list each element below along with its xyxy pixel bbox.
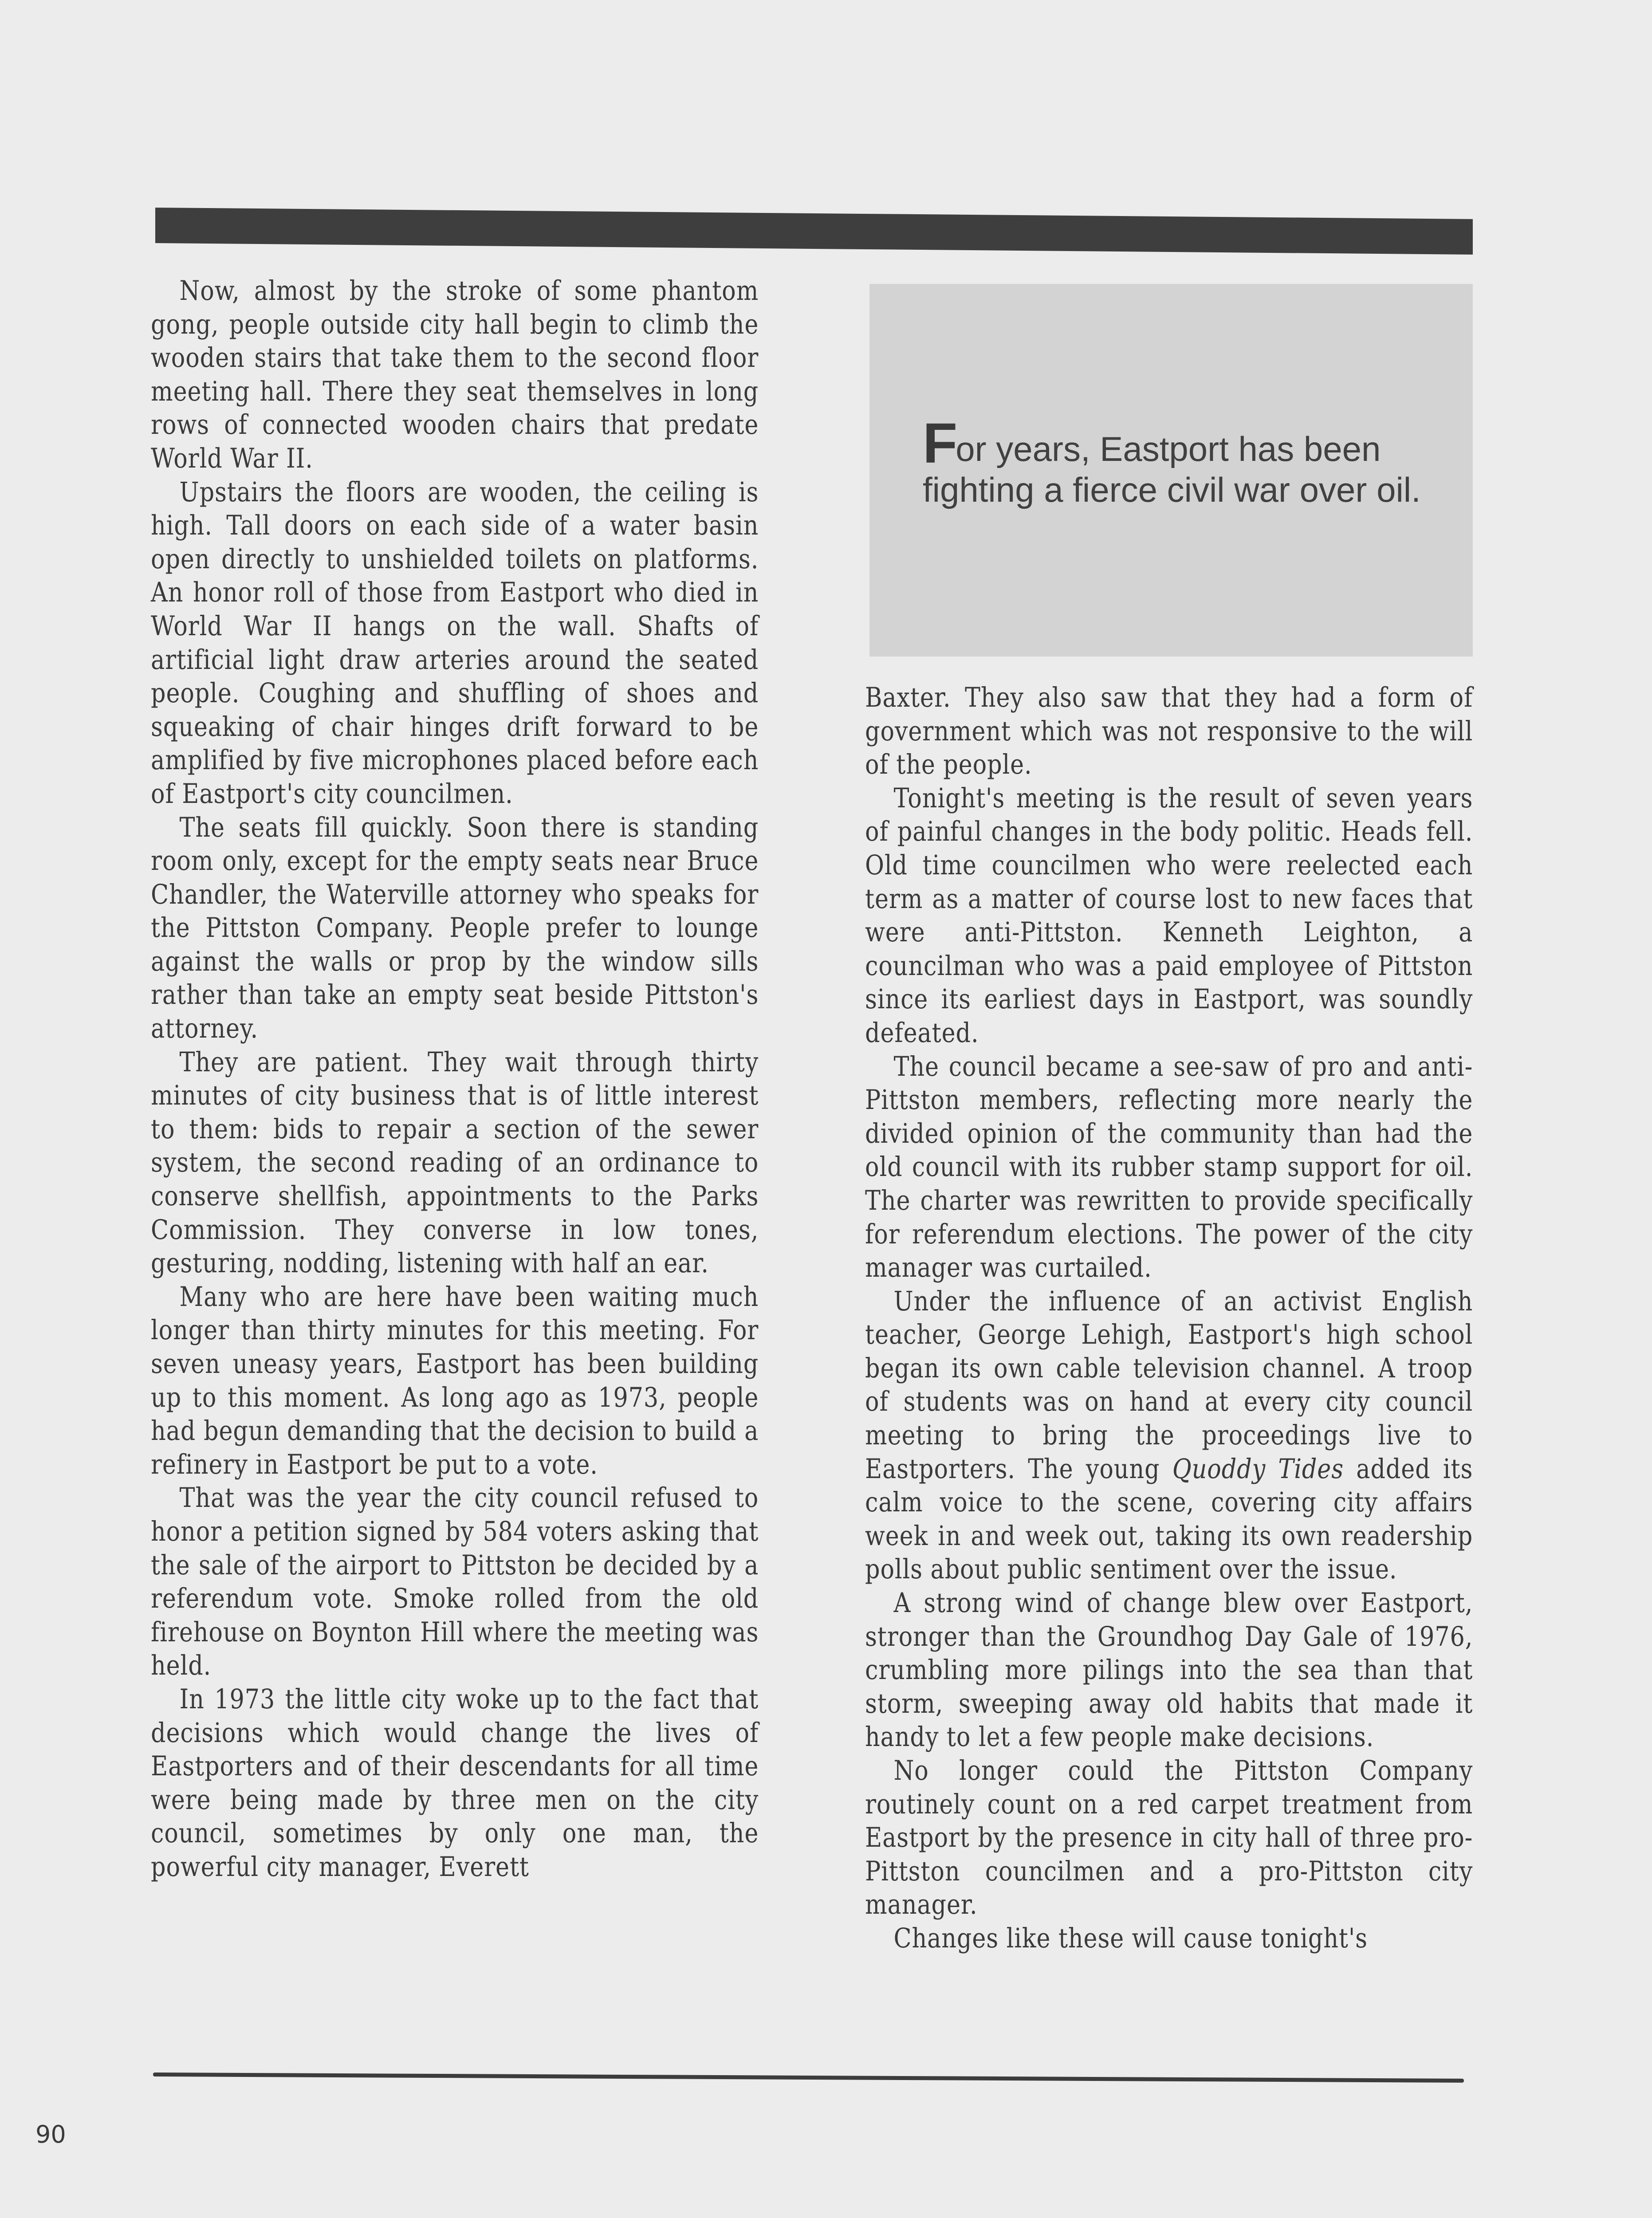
continued-paragraph: Baxter. They also saw that they had a form of government which was not responsive to the will of the people.: [865, 682, 1473, 781]
body-paragraph: The seats fill quickly. Soon there is standing room only, except for the empty seats near Bruce Chandler, the Waterville attorney who speaks for the Pittston Company. People prefer to lounge against the walls or prop by the window sills rather than take an empty seat beside Pittston's attorney.: [151, 811, 759, 1045]
body-paragraph: They are patient. They wait through thirty minutes of city business that is of little interest to them: bids to repair a section of the sewer system, the second reading of an ordinance to conserve shellfish, appointments to the Parks Commission. They converse in low tones, gesturing, nodding, listening with half an ear.: [151, 1046, 759, 1279]
pull-quote-drop-cap: F: [923, 412, 956, 475]
right-text-column: [865, 681, 1473, 1955]
body-paragraph: That was the year the city council refused to honor a petition signed by 584 voters asking that the sale of the airport to Pittston be decided by a referendum vote. Smoke rolled from the old firehouse on Boynton Hill where the meeting was held.: [151, 1482, 759, 1682]
pull-quote-box: [869, 284, 1473, 657]
page-number: 90: [35, 2120, 66, 2148]
body-paragraph: A strong wind of change blew over Eastport, stronger than the Groundhog Day Gale of 1976, crumbling more pilings into the sea than that storm, sweeping away old habits that made it handy to let a few people make decisions.: [865, 1587, 1473, 1753]
pull-quote-body: or years, Eastport has been fighting a fierce civil war over oil.: [923, 429, 1421, 509]
left-text-column: [151, 274, 759, 1884]
publication-title: Quoddy Tides: [1172, 1453, 1344, 1485]
pull-quote-text: [923, 412, 1433, 510]
body-paragraph: Tonight's meeting is the result of seven years of painful changes in the body politic. Heads fell. Old time councilmen who were reelected each term as a matter of course lost to new faces that were anti-Pittston. Kenneth Leighton, a councilman who was a paid employee of Pittston since its earliest days in Eastport, was soundly defeated.: [865, 782, 1473, 1049]
footer-rule: [153, 2072, 1464, 2083]
body-paragraph: No longer could the Pittston Company routinely count on a red carpet treatment from Eastport by the presence in city hall of three pro-Pittston councilmen and a pro-Pittston city manager.: [865, 1755, 1473, 1921]
body-paragraph: Now, almost by the stroke of some phantom gong, people outside city hall begin to climb the wooden stairs that take them to the second floor meeting hall. There they seat themselves in long rows of connected wooden chairs that predate World War II.: [151, 275, 759, 474]
body-paragraph: Upstairs the floors are wooden, the ceiling is high. Tall doors on each side of a water basin open directly to unshielded toilets on platforms. An honor roll of those from Eastport who died in World War II hangs on the wall. Shafts of artificial light draw arteries around the seated people. Coughing and shuffling of shoes and squeaking of chair hinges drift forward to be amplified by five microphones placed before each of Eastport's city councilmen.: [151, 476, 759, 810]
body-paragraph: In 1973 the little city woke up to the fact that decisions which would change the lives of Eastporters and of their descendants for all time were being made by three men on the city council, sometimes by only one man, the powerful city manager, Everett: [151, 1683, 759, 1883]
body-paragraph: Many who are here have been waiting much longer than thirty minutes for this meeting. For seven uneasy years, Eastport has been building up to this moment. As long ago as 1973, people had begun demanding that the decision to build a refinery in Eastport be put to a vote.: [151, 1281, 759, 1480]
paragraph-text: Under the influence of an activist English teacher, George Lehigh, Eastport's high school began its own cable television channel. A troop of students was on hand at every city council meeting to bring the proceedings live to Eastporters. The young: [865, 1285, 1473, 1485]
body-paragraph-with-title: [865, 1285, 1473, 1586]
header-rule-bar: [155, 208, 1473, 255]
body-paragraph: Changes like these will cause tonight's: [893, 1922, 1368, 1954]
body-paragraph: The council became a see-saw of pro and anti-Pittston members, reflecting more nearly the divided opinion of the community than had the old council with its rubber stamp support for oil. The charter was rewritten to provide specifically for referendum elections. The power of the city manager was curtailed.: [865, 1050, 1473, 1284]
paragraph-text: added its calm voice to the scene, covering city affairs week in and week out, taking its own readership polls about public sentiment over the issue.: [865, 1453, 1473, 1585]
